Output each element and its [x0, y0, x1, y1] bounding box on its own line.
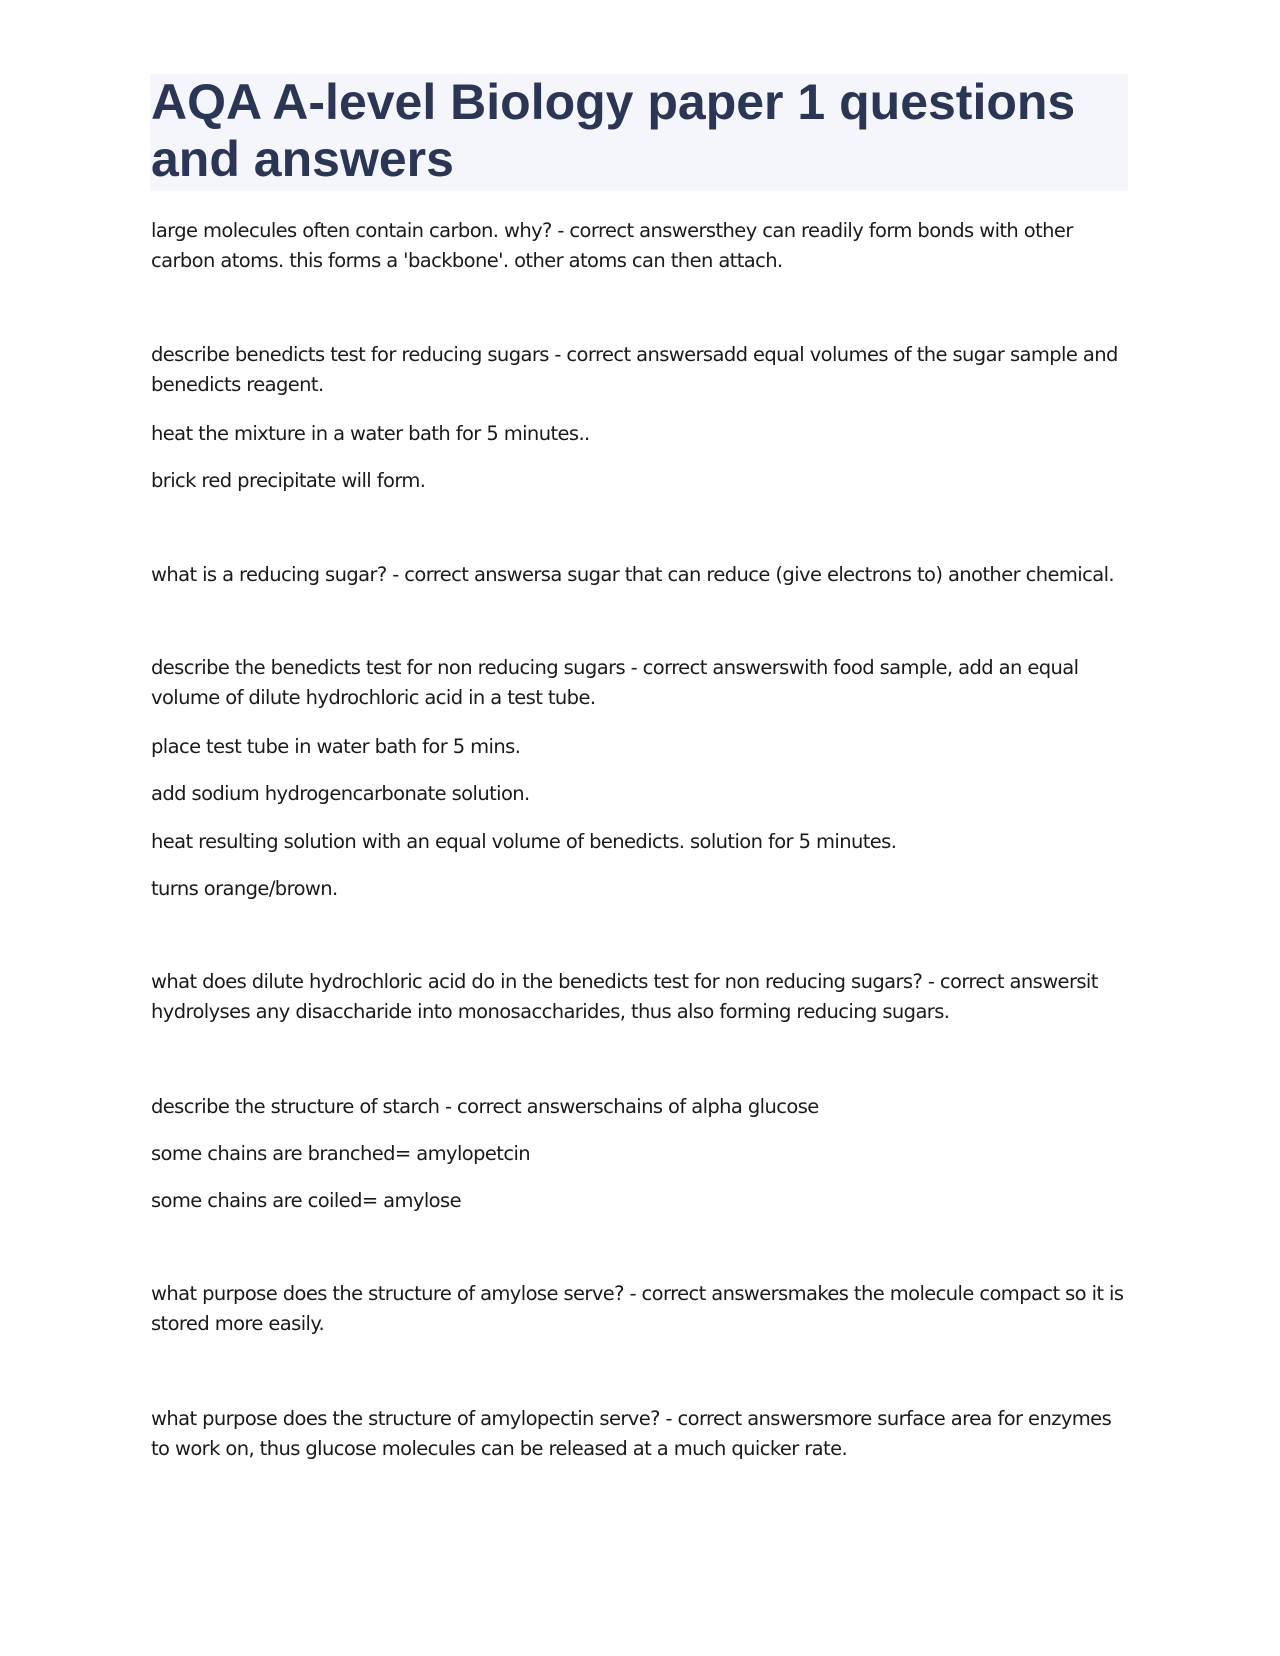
paragraph: what is a reducing sugar? - correct answersa sugar that can reduce (give electrons to) another chemical.	[151, 563, 1114, 586]
document-title: AQA A-level Biology paper 1 questions and answers	[151, 74, 1076, 187]
paragraph: describe the structure of starch - correct answerschains of alpha glucose	[151, 1095, 819, 1118]
paragraph: what purpose does the structure of amylose serve? - correct answersmakes the molecule compact so it is stored more easily.	[151, 1282, 1124, 1335]
title-block	[150, 74, 1128, 191]
paragraph: turns orange/brown.	[151, 877, 338, 900]
paragraph: add sodium hydrogencarbonate solution.	[151, 782, 530, 805]
paragraph: describe the benedicts test for non reducing sugars - correct answerswith food sample, add an equal volume of dilute hydrochloric acid in a test tube.	[151, 656, 1079, 709]
paragraph: heat resulting solution with an equal volume of benedicts. solution for 5 minutes.	[151, 830, 897, 853]
paragraph: what does dilute hydrochloric acid do in the benedicts test for non reducing sugars? - correct answersit hydrolyses any disaccharide into monosaccharides, thus also forming reducing sugars.	[151, 970, 1098, 1023]
paragraph: heat the mixture in a water bath for 5 minutes..	[151, 422, 590, 445]
paragraph: what purpose does the structure of amylopectin serve? - correct answersmore surface area for enzymes to work on, thus glucose molecules can be released at a much quicker rate.	[151, 1407, 1112, 1460]
paragraph: place test tube in water bath for 5 mins.	[151, 735, 521, 758]
paragraph: some chains are branched= amylopetcin	[151, 1142, 531, 1165]
paragraph: brick red precipitate will form.	[151, 469, 426, 492]
paragraph: some chains are coiled= amylose	[151, 1189, 461, 1212]
paragraph: large molecules often contain carbon. why? - correct answersthey can readily form bonds with other carbon atoms. this forms a 'backbone'. other atoms can then attach.	[151, 219, 1073, 272]
paragraph: describe benedicts test for reducing sugars - correct answersadd equal volumes of the sugar sample and benedicts reagent.	[151, 343, 1118, 396]
